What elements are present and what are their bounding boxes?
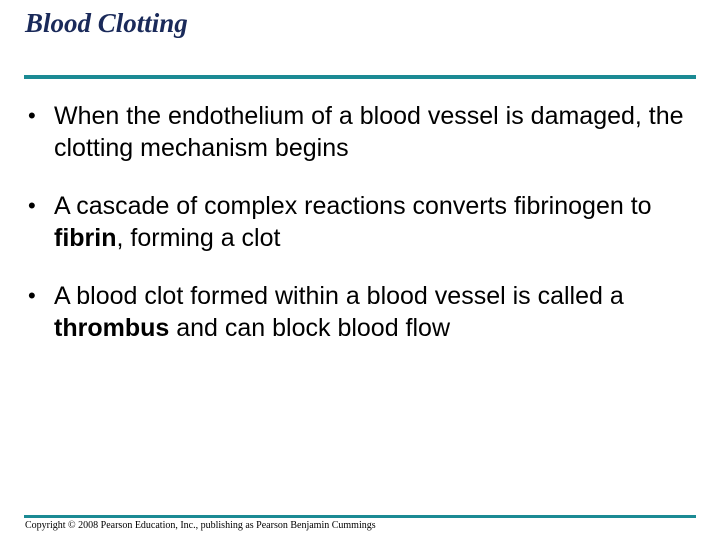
bullet-item xyxy=(28,190,688,254)
bullet-text: A blood clot formed within a blood vessel is called a thrombus and can block blood flow xyxy=(54,282,624,342)
bullet-item xyxy=(28,100,688,164)
bullet-text: When the endothelium of a blood vessel is damaged, the clotting mechanism begins xyxy=(54,102,684,162)
bullet-text: A cascade of complex reactions converts fibrinogen to fibrin, forming a clot xyxy=(54,192,652,252)
bullet-list xyxy=(28,100,688,370)
term-fibrin: fibrin xyxy=(54,224,117,252)
title-divider xyxy=(24,75,696,79)
bullet-marker: • xyxy=(28,283,36,308)
footer-divider xyxy=(24,515,696,518)
bullet-marker: • xyxy=(28,103,36,128)
slide-title: Blood Clotting xyxy=(25,8,188,38)
bullet-marker: • xyxy=(28,193,36,218)
copyright-footer: Copyright © 2008 Pearson Education, Inc., publishing as Pearson Benjamin Cummings xyxy=(25,520,376,531)
term-thrombus: thrombus xyxy=(54,314,170,342)
bullet-item xyxy=(28,280,688,344)
